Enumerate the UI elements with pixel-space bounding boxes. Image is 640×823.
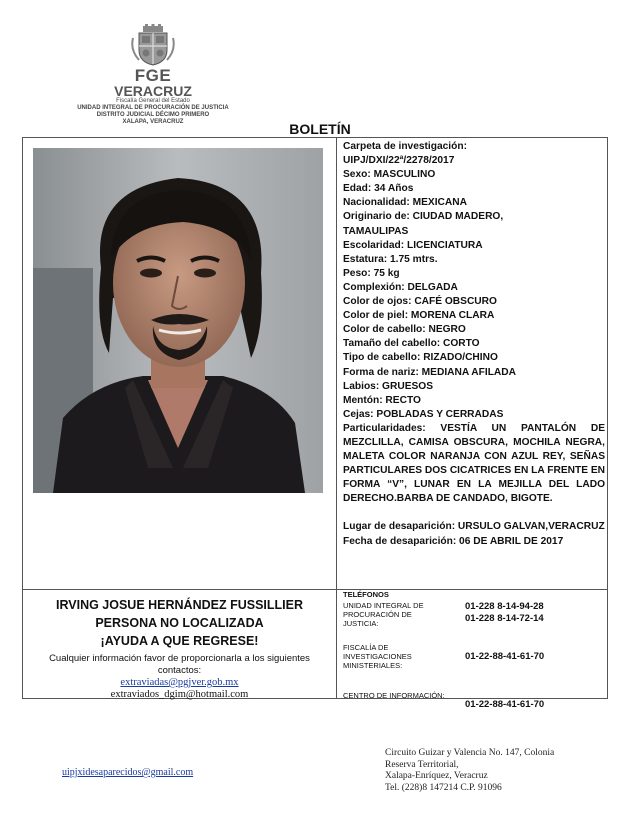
- uipj-label: UNIDAD INTEGRAL DE PROCURACIÓN DE JUSTICIA:: [343, 601, 424, 628]
- appeal-text: ¡AYUDA A QUE REGRESE!: [100, 634, 259, 648]
- detail-education: Escolaridad: LICENCIATURA: [343, 239, 483, 251]
- detail-origin-state: TAMAULIPAS: [343, 225, 409, 237]
- contact-email-text: extraviados_dgim@hotmail.com: [110, 689, 249, 700]
- detail-weight: Peso: 75 kg: [343, 267, 400, 279]
- detail-eye-color: Color de ojos: CAFÉ OBSCURO: [343, 296, 497, 308]
- contact-email-link[interactable]: extraviadas@pgjver.gob.mx: [120, 677, 239, 688]
- org-line-1: Fiscalía General del Estado: [116, 98, 190, 104]
- contact-row-fiscalia: [343, 643, 605, 685]
- address-line-4: Tel. (228)8 147214 C.P. 91096: [385, 782, 502, 793]
- detail-age: Edad: 34 Años: [343, 183, 414, 195]
- fiscalia-phone: 01-22-88-41-61-70: [465, 651, 545, 662]
- address-line-2: Reserva Territorial,: [385, 759, 459, 770]
- detail-skin-color: Color de piel: MORENA CLARA: [343, 310, 495, 322]
- org-line-3: DISTRITO JUDICIAL DÉCIMO PRIMERO: [96, 112, 210, 118]
- spacer: [343, 506, 605, 520]
- agency-header: [38, 24, 268, 126]
- phones-title: TELÉFONOS: [343, 590, 389, 599]
- person-details: [343, 140, 605, 549]
- bulletin-title: BOLETÍN: [289, 121, 351, 137]
- detail-date-missing: Fecha de desaparición: 06 DE ABRIL DE 2017: [343, 535, 564, 547]
- phone-contacts: [343, 590, 605, 717]
- address-line-1: Circuito Guizar y Valencia No. 147, Colonia: [385, 748, 555, 758]
- missing-person-photo: [33, 148, 323, 493]
- org-line-4: XALAPA, VERACRUZ: [122, 119, 184, 125]
- detail-lips: Labios: GRUESOS: [343, 380, 434, 392]
- person-name: IRVING JOSUE HERNÁNDEZ FUSSILLIER: [55, 598, 304, 612]
- detail-chin: Mentón: RECTO: [343, 394, 421, 406]
- detail-nationality: Nacionalidad: MEXICANA: [343, 197, 467, 209]
- address-line-3: Xalapa-Enríquez, Veracruz: [385, 771, 488, 781]
- contact-row-centro: [343, 691, 605, 717]
- detail-nose: Forma de nariz: MEDIANA AFILADA: [343, 366, 517, 378]
- uipj-phone-2: 01-228 8-14-72-14: [465, 613, 544, 624]
- case-file-number: UIPJ/DXI/22ª/2278/2017: [343, 155, 455, 167]
- detail-sex: Sexo: MASCULINO: [343, 169, 436, 181]
- detail-eyebrows: Cejas: POBLADAS Y CERRADAS: [343, 408, 504, 420]
- contact-row-uipj: [343, 601, 605, 641]
- detail-hair-type: Tipo de cabello: RIZADO/CHINO: [343, 352, 498, 364]
- state-seal-icon: [129, 24, 177, 66]
- detail-build: Complexión: DELGADA: [343, 281, 458, 293]
- bulletin-frame: [22, 137, 608, 710]
- detail-hair-length: Tamaño del cabello: CORTO: [343, 338, 480, 350]
- centro-phone: 01-22-88-41-61-70: [465, 699, 545, 710]
- footer-address: [385, 748, 554, 794]
- detail-particularities: Particularidades: VESTÍA UN PANTALÓN DE MEZCLILLA, CAMISA OBSCURA, MOCHILA NEGRA, MALETA COLOR NARANJA CON AZUL REY, SEÑAS PARTICULARES DOS CICATRICES EN LA FRENTE EN FORMA “V”, LUNAR EN LA MEJILLA DEL LADO DERECHO.BARBA DE CANDADO, BIGOTE.: [343, 422, 605, 505]
- detail-origin: Originario de: CIUDAD MADERO,: [343, 211, 504, 223]
- detail-place-missing: Lugar de desaparición: URSULO GALVAN,VERACRUZ: [343, 521, 605, 533]
- vertical-divider: [336, 138, 337, 698]
- org-line-2: UNIDAD INTEGRAL DE PROCURACIÓN DE JUSTICIA: [77, 105, 229, 111]
- contact-instructions: Cualquier información favor de proporcionarla a los siguientes contactos:: [49, 653, 310, 676]
- case-file-label: Carpeta de investigación:: [343, 141, 467, 152]
- org-name: FGE: [134, 66, 172, 85]
- org-state: VERACRUZ: [114, 83, 192, 99]
- uipj-phone-1: 01-228 8-14-94-28: [465, 601, 544, 612]
- detail-hair-color: Color de cabello: NEGRO: [343, 324, 466, 336]
- appeal-block: [23, 590, 336, 701]
- fiscalia-label: FISCALÍA DE INVESTIGACIONES MINISTERIALES:: [343, 643, 412, 670]
- footer-email-link[interactable]: uipjxidesaparecidos@gmail.com: [62, 767, 194, 778]
- centro-label: CENTRO DE INFORMACIÓN:: [343, 691, 445, 700]
- person-status: PERSONA NO LOCALIZADA: [95, 616, 264, 630]
- detail-height: Estatura: 1.75 mtrs.: [343, 253, 438, 265]
